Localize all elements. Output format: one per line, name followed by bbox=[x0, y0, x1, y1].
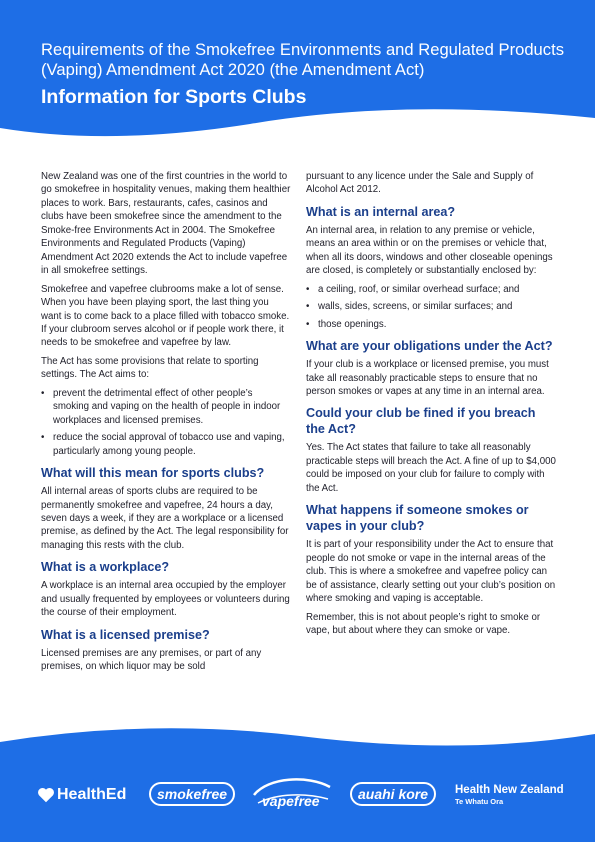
section-text-licensed-continued: pursuant to any licence under the Sale and Supply of Alcohol Act 2012. bbox=[306, 171, 534, 196]
section-heading-internal: What is an internal area? bbox=[306, 204, 456, 219]
page-footer bbox=[0, 722, 595, 842]
auahi-kore-logo: auahi kore bbox=[350, 782, 436, 806]
section-text-internal: An internal area, in relation to any premise or vehicle, means an area within or on the premises or vehicle that, when all its doors, windows and other closeable openings are closed, is completely or substantially enclosed by: bbox=[306, 224, 553, 277]
section-heading-obligations: What are your obligations under the Act? bbox=[306, 339, 553, 354]
section-text-obligations: If your club is a workplace or licensed premise, you must take all reasonably practicable steps to ensure that no person smokes or vapes at any time in an internal area. bbox=[306, 359, 549, 397]
section-heading-meaning: What will this mean for sports clubs? bbox=[41, 466, 265, 481]
internal-list bbox=[306, 283, 556, 331]
section-text-meaning: All internal areas of sports clubs are required to be permanently smokefree and vapefree, 24 hours a day, seven days a week, if they are a workplace or a licensed premise, as defined by the Act. The legal responsibility for managing this rests with the club. bbox=[41, 486, 289, 551]
section-heading-fined: Could your club be fined if you breach the Act? bbox=[306, 406, 536, 437]
section-heading-happens: What happens if someone smokes or vapes in your club? bbox=[306, 503, 529, 534]
smokefree-logo: smokefree bbox=[149, 782, 235, 806]
list-item: • prevent the detrimental effect of other people’s smoking and vaping on the health of people in indoor workplaces and licensed premises. bbox=[53, 387, 291, 427]
section-heading-workplace: What is a workplace? bbox=[41, 560, 170, 575]
left-column bbox=[41, 170, 291, 679]
list-item: • walls, sides, screens, or similar surfaces; and bbox=[318, 300, 556, 313]
section-text-remember: Remember, this is not about people’s right to smoke or vape, but about where they can smoke or vape. bbox=[306, 611, 541, 636]
section-heading-licensed: What is a licensed premise? bbox=[41, 627, 210, 642]
list-item: • reduce the social approval of tobacco use and vaping, particularly among young people. bbox=[53, 431, 291, 458]
section-text-happens: It is part of your responsibility under the Act to ensure that people do not smoke or vape in the internal areas of the club. This is where a smokefree and vapefree policy can be of assistance, clearly setting out your club’s position on where smoking and vaping is acceptable. bbox=[306, 539, 556, 605]
health-nz-maori-name: Te Whatu Ora bbox=[455, 797, 504, 806]
page-header bbox=[0, 0, 595, 140]
document-subtitle: Information for Sports Clubs bbox=[41, 86, 307, 108]
section-text-workplace: A workplace is an internal area occupied by the employer and usually frequented by employees or volunteers during the course of their employment. bbox=[41, 580, 290, 619]
intro-paragraph-3: The Act has some provisions that relate to sporting settings. The Act aims to: bbox=[41, 355, 259, 381]
intro-paragraph-1: New Zealand was one of the first countries in the world to go smokefree in hospitality venues, making them healthier places to work. Bars, restaurants, cafes, casinos and clubs have been smokefree since the amendment to the Smoke-free Environments Act in 2004. The Smokefree Environments and Regulated Products (Vaping) Amendment Act 2020 extends the Act to include vapefree in all smokefree settings. bbox=[41, 171, 291, 277]
right-column bbox=[306, 170, 556, 642]
section-text-licensed: Licensed premises are any premises, or part of any premises, on which liquor may be sold bbox=[41, 647, 262, 673]
aims-list bbox=[41, 387, 291, 458]
healthed-wordmark: HealthEd bbox=[57, 786, 127, 803]
vapefree-wordmark: vapefree bbox=[262, 793, 320, 809]
health-nz-name: Health New Zealand bbox=[455, 784, 564, 796]
list-item: • those openings. bbox=[318, 318, 556, 331]
healthed-logo bbox=[37, 786, 126, 804]
heart-icon bbox=[37, 787, 55, 803]
section-text-fined: Yes. The Act states that failure to take all reasonably practicable steps will breach the Act. A fine of up to $4,000 could be imposed on your club for failure to comply with the Act. bbox=[306, 442, 556, 494]
intro-paragraph-2: Smokefree and vapefree clubrooms make a lot of sense. When you have been playing sport, the last thing you want is to come back to a place filled with tobacco smoke. If your clubroom serves alcohol or if people work there, it needs to be smokefree and vapefree by law. bbox=[41, 283, 290, 349]
document-title: Requirements of the Smokefree Environments and Regulated Products (Vaping) Amendment Act 2020 (the Amendment Act) bbox=[41, 40, 564, 79]
list-item: • a ceiling, roof, or similar overhead surface; and bbox=[318, 283, 556, 296]
health-nz-logo bbox=[455, 784, 564, 807]
